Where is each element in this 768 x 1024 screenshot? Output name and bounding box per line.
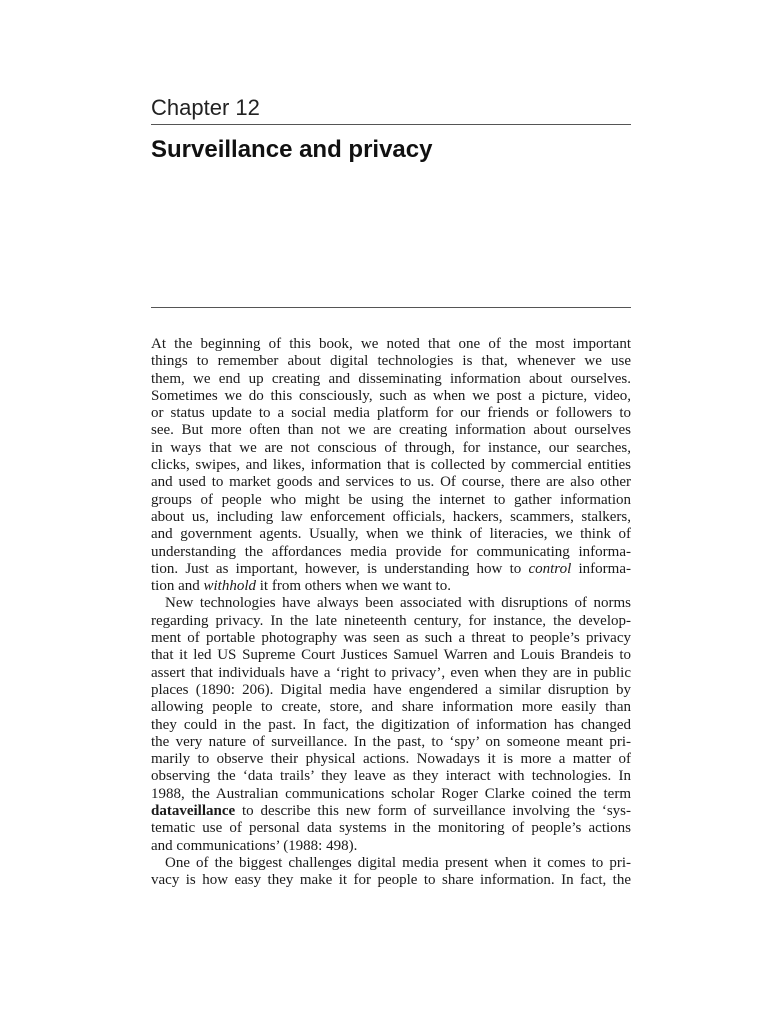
text-line: Sometimes we do this consciously, such as when we post a picture, video, (151, 387, 631, 404)
text-segment: tion. Just as important, however, is understanding how to (151, 560, 529, 577)
text-line: about us, including law enforcement officials, hackers, scammers, stalkers, (151, 508, 631, 525)
text-line: regarding privacy. In the late nineteenth century, for instance, the develop- (151, 612, 631, 629)
text-line: the very nature of surveillance. In the past, to ‘spy’ on someone meant pri- (151, 733, 631, 750)
text-line: observing the ‘data trails’ they leave as they interact with technologies. In (151, 768, 631, 785)
text-line: and government agents. Usually, when we think of literacies, we think of (151, 526, 631, 543)
text-line: tematic use of personal data systems in the monitoring of people’s actions (151, 820, 631, 837)
text-line (151, 561, 631, 578)
text-line (151, 803, 631, 820)
text-segment: tion and (151, 578, 204, 595)
text-line: or status update to a social media platform for our friends or followers to (151, 405, 631, 422)
bottom-rule (151, 307, 631, 308)
bold-term: dataveillance (151, 803, 236, 820)
text-line: 1988, the Australian communications scholar Roger Clarke coined the term (151, 785, 631, 802)
text-line: New technologies have always been associated with disruptions of norms (165, 595, 631, 612)
text-line: in ways that we are not conscious of through, for instance, our searches, (151, 439, 631, 456)
text-line: marily to observe their physical actions. Nowadays it is more a matter of (151, 751, 631, 768)
top-rule (151, 124, 631, 125)
text-segment: to describe this new form of surveillance involving the ‘sys- (235, 803, 631, 820)
text-line: they could in the past. In fact, the digitization of information has changed (151, 716, 631, 733)
text-line: and used to market goods and services to us. Of course, there are also other (151, 474, 631, 491)
text-line: things to remember about digital technologies is that, whenever we use (151, 353, 631, 370)
italic-emphasis: control (528, 560, 572, 577)
italic-emphasis: withhold (203, 578, 257, 595)
text-line: vacy is how easy they make it for people to share information. In fact, the (151, 872, 631, 889)
text-line (151, 578, 631, 595)
text-line: One of the biggest challenges digital media present when it comes to pri- (165, 854, 631, 871)
chapter-title: Surveillance and privacy (151, 136, 433, 163)
text-segment: it from others when we want to. (256, 578, 451, 595)
text-segment: informa- (571, 560, 631, 577)
text-line: groups of people who might be using the internet to gather information (151, 491, 631, 508)
text-line: clicks, swipes, and likes, information that is collected by commercial entities (151, 457, 631, 474)
text-line: see. But more often than not we are creating information about ourselves (151, 422, 631, 439)
text-line: At the beginning of this book, we noted that one of the most important (151, 336, 631, 352)
chapter-number: Chapter 12 (151, 95, 260, 120)
text-line: and communications’ (1988: 498). (151, 837, 358, 854)
text-line: that it led US Supreme Court Justices Samuel Warren and Louis Brandeis to (151, 647, 631, 664)
text-line: them, we end up creating and disseminating information about ourselves. (151, 370, 631, 387)
text-line: places (1890: 206). Digital media have engendered a similar disruption by (151, 681, 631, 698)
text-line: assert that individuals have a ‘right to privacy’, even when they are in public (151, 664, 631, 681)
text-line: ment of portable photography was seen as such a threat to people’s privacy (151, 630, 631, 647)
text-line: understanding the affordances media provide for communicating informa- (151, 543, 631, 560)
text-line: allowing people to create, store, and share information more easily than (151, 699, 631, 716)
body-text (151, 336, 631, 890)
